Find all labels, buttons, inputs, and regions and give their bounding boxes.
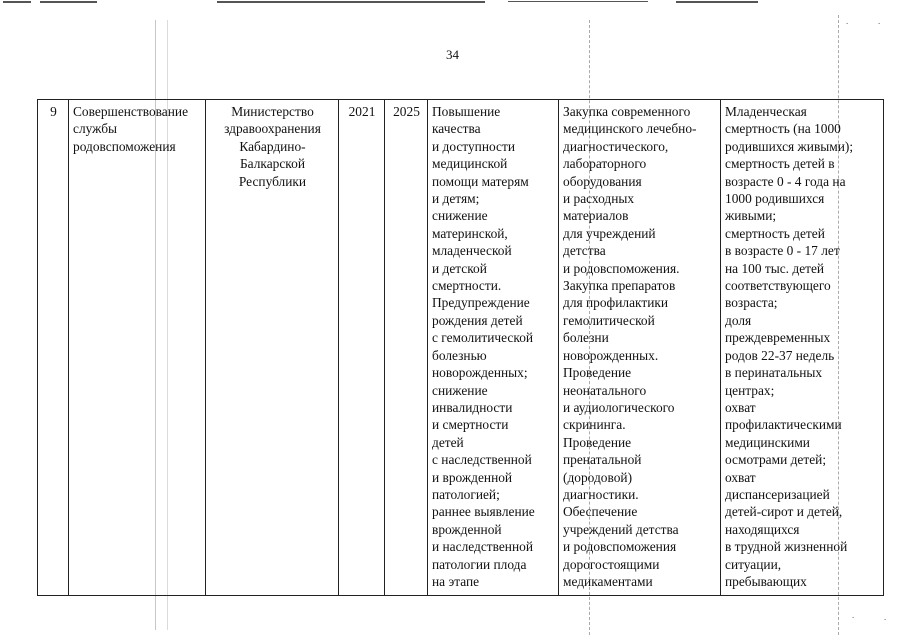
executor-cell (206, 100, 339, 596)
row-number-cell (38, 100, 69, 596)
indicators-cell (721, 100, 884, 596)
measure-name: Совершенствование службы родовспоможения (73, 104, 189, 154)
goals-text: Повышение качества и доступности медицинской помощи матерям и детям; снижение материнской, младенческой и детской смертности. Предупреждение рождения детей с гемолитической болезнью новорожденных; снижение инвалидности и смертности детей с наследственной и врожденной патологией; раннее выявление врожденной и наследственной патологии плода на этапе (432, 104, 535, 589)
activities-cell (559, 100, 721, 596)
executor: Министерство здравоохранения Кабардино- Балкарской Республики (224, 104, 321, 189)
year-end-cell (385, 100, 428, 596)
scan-speck: . (846, 16, 849, 26)
top-rule-center (217, 1, 485, 3)
top-rule-left (3, 1, 31, 3)
scan-speck: . (884, 612, 887, 622)
table-row (38, 100, 884, 596)
year-end: 2025 (393, 104, 420, 119)
scan-speck: . (852, 610, 855, 620)
year-start-cell (339, 100, 385, 596)
program-table (37, 99, 884, 596)
top-rule-right (676, 1, 758, 3)
top-rule-center-2 (508, 1, 648, 2)
year-start: 2021 (348, 104, 376, 119)
scan-speck: . (878, 16, 881, 26)
top-rule-left-2 (40, 1, 97, 3)
indicators-text: Младенческая смертность (на 1000 родившихся живыми); смертность детей в возрасте 0 - 4 года на 1000 родившихся живыми; смертность детей в возрасте 0 - 17 лет на 100 тыс. детей соответствующего возраста; доля преждевременных родов 22-37 недель в перинатальных центрах; охват профилактическими медицинскими осмотрами детей; охват диспансеризацией детей-сирот и детей, находящихся в трудной жизненной ситуации, пребывающих (725, 104, 854, 589)
row-number: 9 (50, 104, 57, 119)
measure-name-cell (69, 100, 206, 596)
activities-text: Закупка современного медицинского лечебно- диагностического, лабораторного оборудования и расходных материалов для учреждений детства и родовспоможения. Закупка препаратов для профилактики гемолитической болезни новорожденных. Проведение неонатального и аудиологического скрининга. Проведение пренатальной (дородовой) диагностики. Обеспечение учреждений детства и родовспоможения дорогостоящими медикаментами (563, 104, 697, 589)
goals-cell (428, 100, 559, 596)
page-number: 34 (446, 47, 459, 62)
